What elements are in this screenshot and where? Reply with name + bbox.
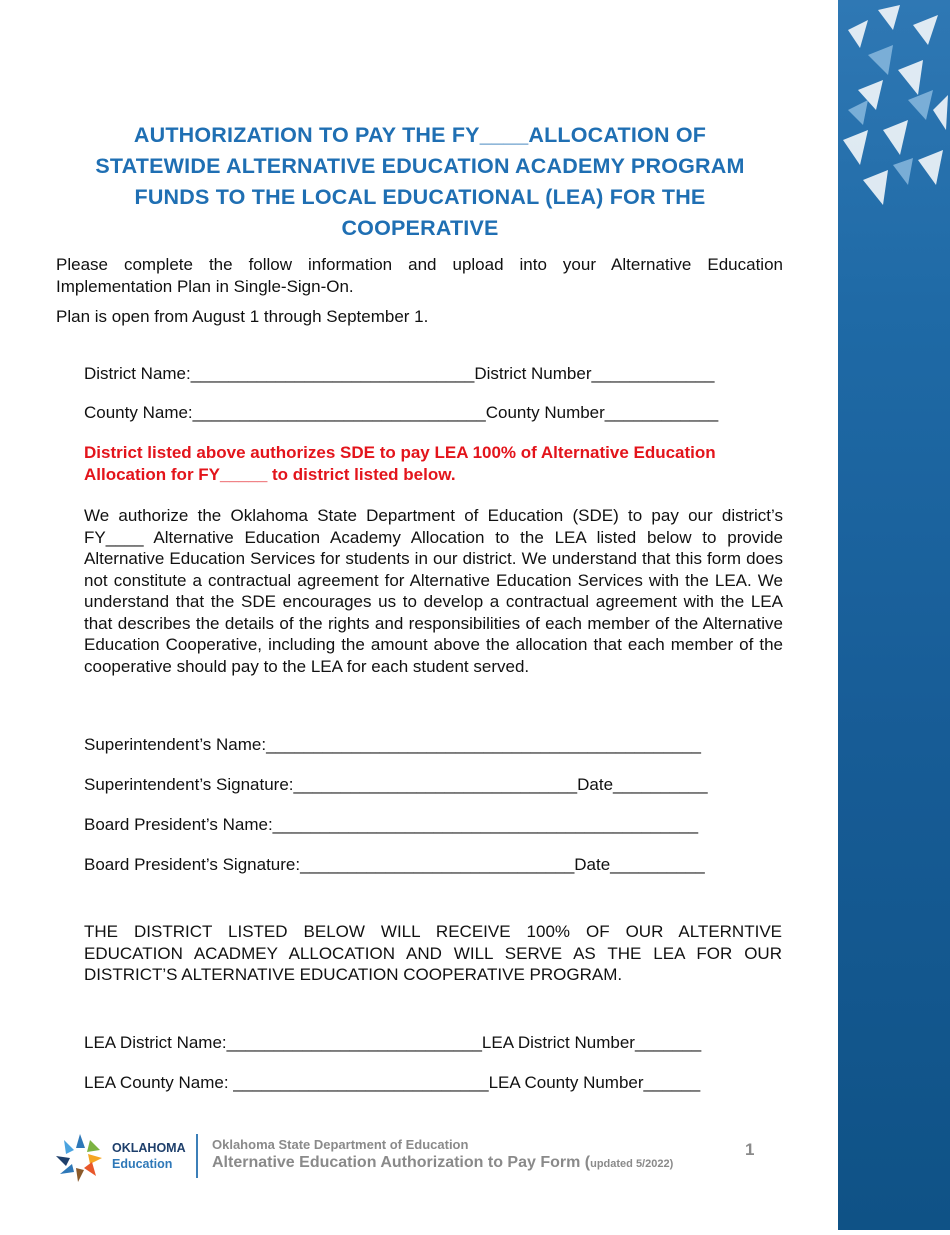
footer-divider: [196, 1134, 198, 1178]
lea-county-field[interactable]: LEA County Name: ___________________________LEA County Number______: [84, 1073, 701, 1092]
title-line: COOPERATIVE: [341, 216, 499, 240]
logo-text-education: Education: [112, 1157, 173, 1171]
superintendent-signature-field[interactable]: Superintendent’s Signature:______________________________Date__________: [84, 775, 708, 794]
star-decoration-icon: [838, 0, 950, 1230]
oklahoma-education-logo-icon: [54, 1132, 106, 1184]
page-number: 1: [745, 1140, 755, 1159]
board-president-signature-field[interactable]: Board President’s Signature:_____________________________Date__________: [84, 855, 705, 874]
lea-statement: THE DISTRICT LISTED BELOW WILL RECEIVE 100% OF OUR ALTERNTIVE EDUCATION ACADMEY ALLOCATION AND WILL SERVE AS THE LEA FOR OUR DISTRICT’S ALTERNATIVE EDUCATION COOPERATIVE PROGRAM.: [84, 922, 782, 984]
title-line: FUNDS TO THE LOCAL EDUCATIONAL (LEA) FOR THE: [134, 185, 706, 209]
footer-updated: updated 5/2022): [590, 1158, 674, 1170]
county-name-field[interactable]: County Name:_______________________________County Number____________: [84, 403, 719, 422]
footer-form-name: Alternative Education Authorization to Pay Form (: [212, 1154, 591, 1171]
title-line: AUTHORIZATION TO PAY THE FY____ALLOCATION OF: [133, 123, 707, 147]
intro-text: Please complete the follow information and upload into your Alternative Education Implementation Plan in Single-Sign-On.: [56, 255, 783, 296]
lea-district-field[interactable]: LEA District Name:___________________________LEA District Number_______: [84, 1033, 702, 1052]
title-line: STATEWIDE ALTERNATIVE EDUCATION ACADEMY PROGRAM: [95, 154, 745, 178]
board-president-name-field[interactable]: Board President’s Name:_____________________________________________: [84, 815, 699, 834]
decorative-sidebar: [838, 0, 950, 1230]
footer-organization: Oklahoma State Department of Education: [212, 1137, 469, 1152]
superintendent-name-field[interactable]: Superintendent’s Name:______________________________________________: [84, 735, 701, 754]
form-title: [60, 120, 780, 244]
plan-open-text: Plan is open from August 1 through September 1.: [56, 307, 429, 326]
authorization-notice: District listed above authorizes SDE to pay LEA 100% of Alternative Education Allocation for FY_____ to district listed below.: [84, 443, 716, 484]
district-name-field[interactable]: District Name:______________________________District Number_____________: [84, 364, 715, 383]
logo-text-oklahoma: OKLAHOMA: [112, 1141, 186, 1155]
footer-form-title: [212, 1154, 673, 1172]
authorization-paragraph: We authorize the Oklahoma State Department of Education (SDE) to pay our district’s FY____ Alternative Education Academy Allocation to the LEA listed below to provide Alternative Education Services for students in our district. We understand that this form does not constitute a contractual agreement for Alternative Education Services with the LEA. We understand that the SDE encourages us to develop a contractual agreement with the LEA that describes the details of the rights and responsibilities of each member of the Alternative Education Cooperative, including the amount above the allocation that each member of the cooperative should pay to the LEA for each student served.: [84, 506, 783, 676]
